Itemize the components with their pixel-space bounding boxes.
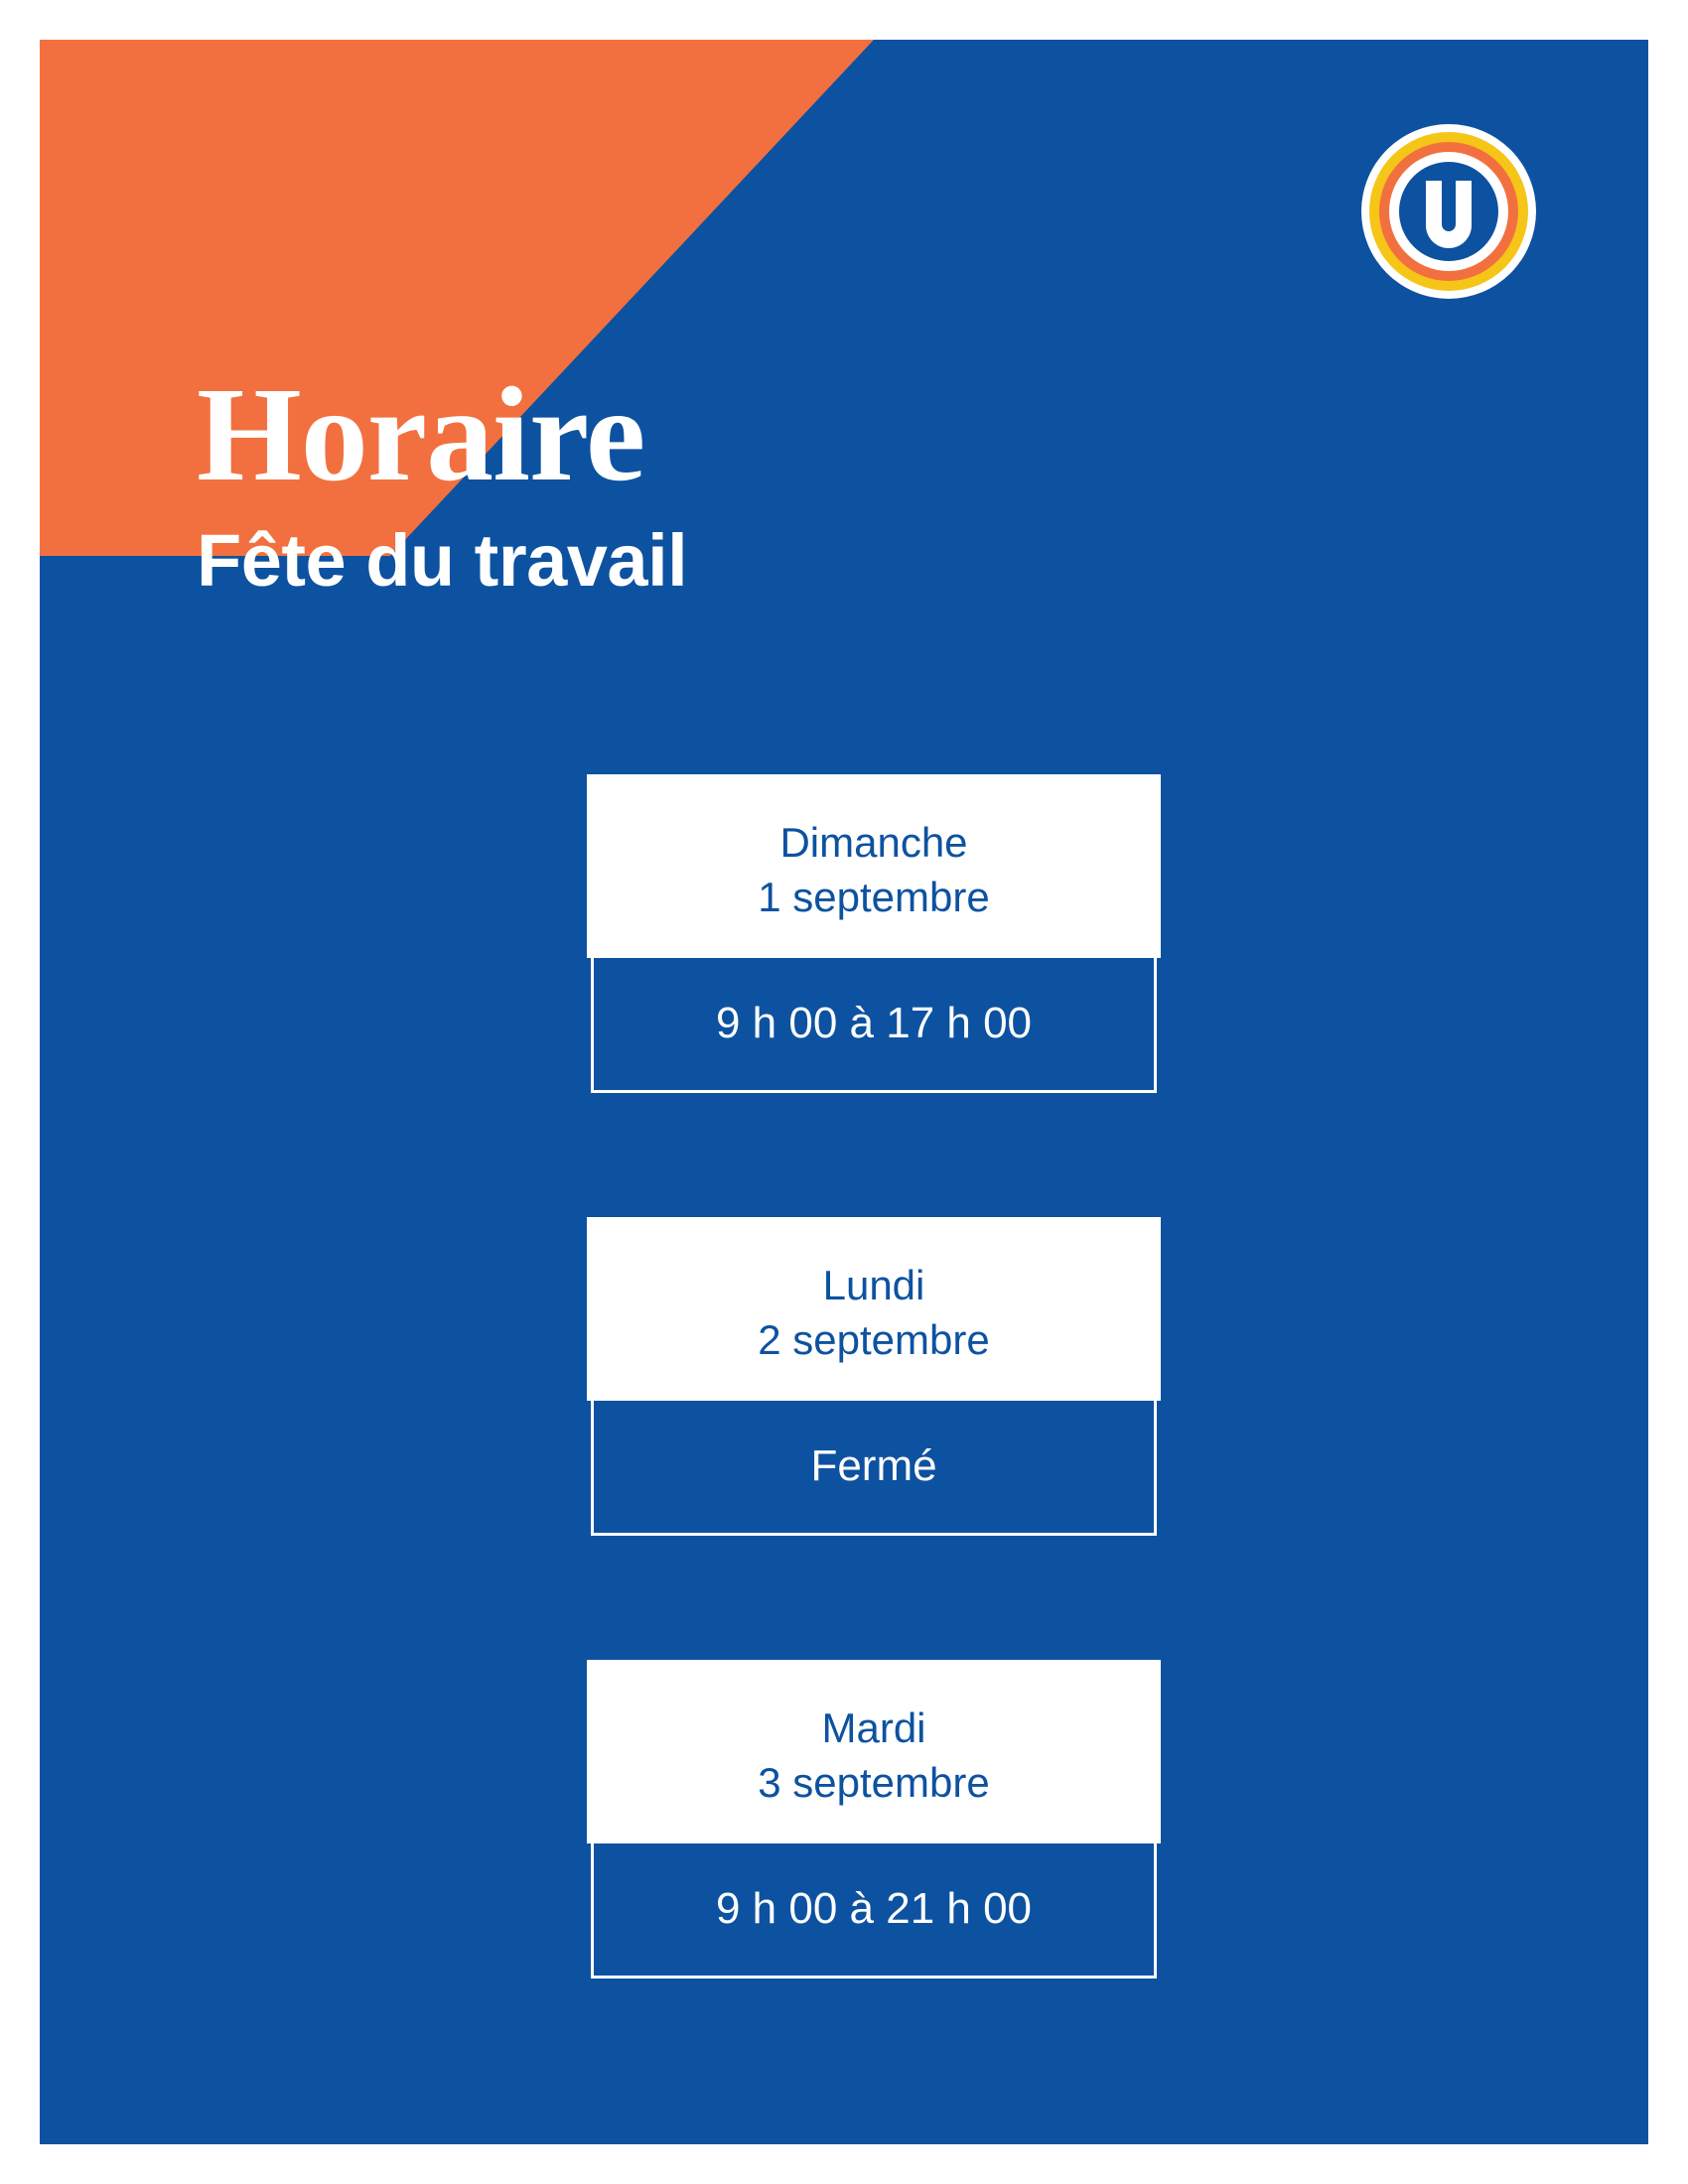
schedule-day-date: 2 septembre <box>758 1315 990 1363</box>
page-subtitle: Fête du travail <box>197 519 688 602</box>
schedule-card-day <box>587 1660 1161 1843</box>
schedule-list <box>587 774 1161 1979</box>
schedule-card-day <box>587 774 1161 958</box>
poster-canvas <box>40 40 1648 2144</box>
schedule-card <box>587 1660 1161 1979</box>
schedule-day-name: Lundi <box>822 1261 925 1308</box>
schedule-card-hours: 9 h 00 à 17 h 00 <box>591 958 1157 1093</box>
u-logo-icon <box>1358 121 1539 302</box>
page-title: Horaire <box>197 360 645 509</box>
title-block <box>197 360 1289 602</box>
schedule-day-name: Dimanche <box>779 819 968 866</box>
schedule-card-hours: Fermé <box>591 1401 1157 1536</box>
schedule-day-date: 1 septembre <box>758 873 990 920</box>
schedule-card-hours: 9 h 00 à 21 h 00 <box>591 1843 1157 1979</box>
schedule-card-day <box>587 1217 1161 1401</box>
schedule-card <box>587 1217 1161 1536</box>
schedule-day-name: Mardi <box>821 1704 926 1751</box>
schedule-card <box>587 774 1161 1093</box>
schedule-day-date: 3 septembre <box>758 1758 990 1806</box>
